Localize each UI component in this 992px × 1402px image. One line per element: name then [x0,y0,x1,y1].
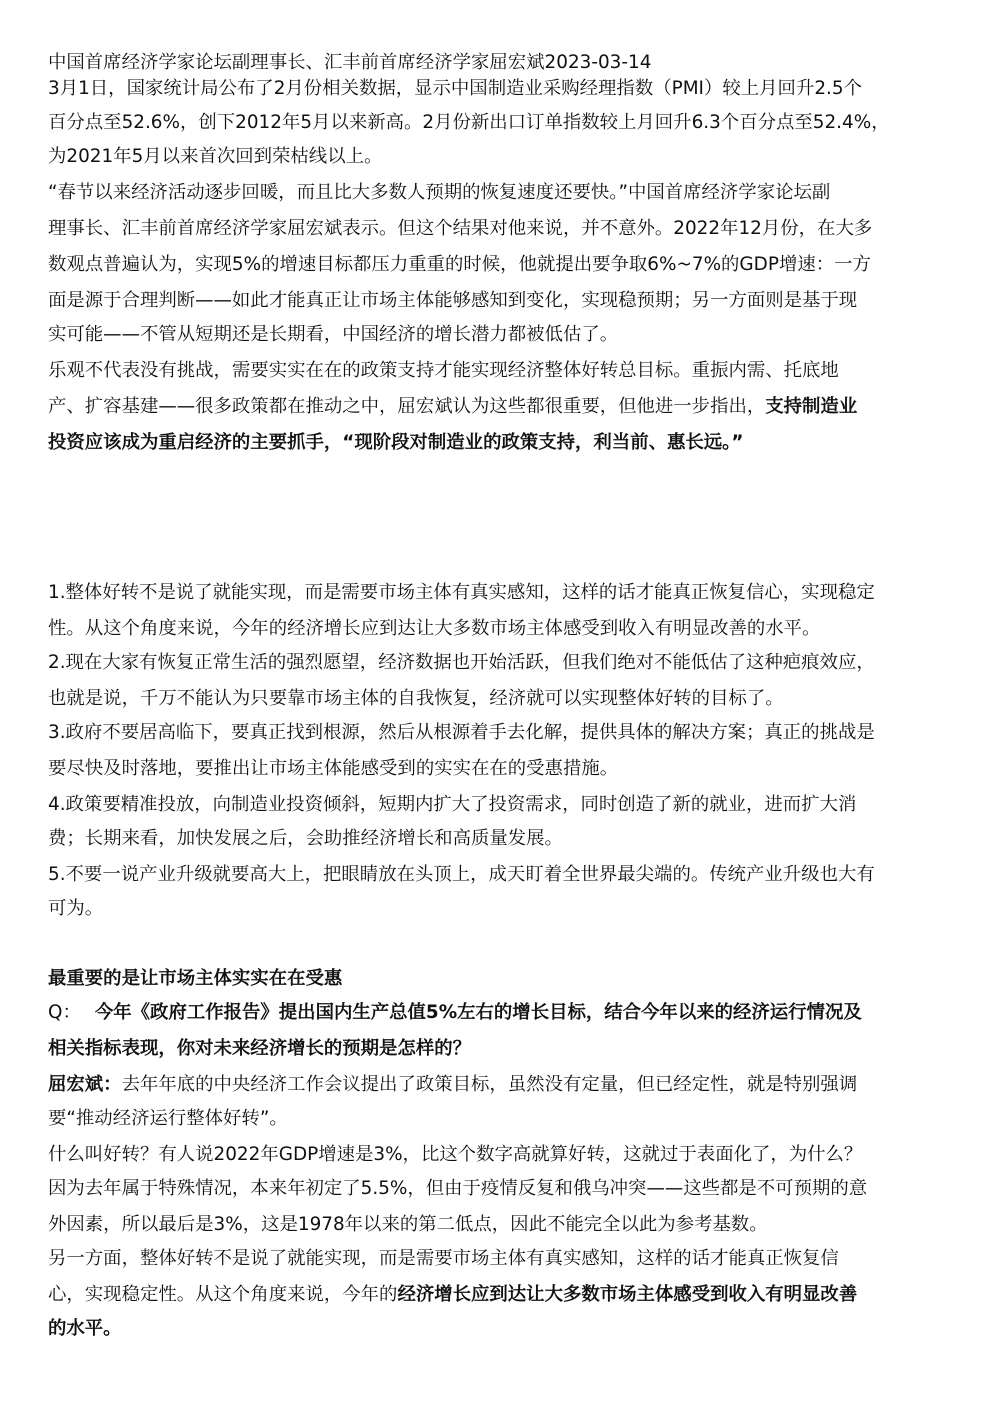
intro-emphasis-line: 投资应该成为重启经济的主要抓手，“现阶段对制造业的政策支持，利当前、惠长远。” [48,432,744,453]
intro-line: 面是源于合理判断——如此才能真正让市场主体能够感知到变化，实现稳预期；另一方面则是基于现 [48,290,858,311]
intro-line: 为2021年5月以来首次回到荣枯线以上。 [48,146,383,167]
point-line: 可为。 [48,898,104,919]
intro-line: 乐观不代表没有挑战，需要实实在在的政策支持才能实现经济整体好转总目标。重振内需、托底地 [48,360,839,381]
intro-line: “春节以来经济活动逐步回暖，而且比大多数人预期的恢复速度还要快。”中国首席经济学家论坛副 [48,182,831,203]
point-line: 3.政府不要居高临下，要真正找到根源，然后从根源着手去化解，提供具体的解决方案；真正的挑战是 [48,722,875,743]
answer-speaker: 屈宏斌： [48,1074,122,1095]
answer-line [48,1282,857,1308]
point-line: 5.不要一说产业升级就要高大上，把眼睛放在头顶上，成天盯着全世界最尖端的。传统产业升级也大有 [48,864,875,885]
answer-line: 什么叫好转？有人说2022年GDP增速是3%，比这个数字高就算好转，这就过于表面化了，为什么？ [48,1144,863,1165]
point-line: 2.现在大家有恢复正常生活的强烈愿望，经济数据也开始活跃，但我们绝对不能低估了这种疤痕效应， [48,652,875,673]
answer-line: 另一方面，整体好转不是说了就能实现，而是需要市场主体有真实感知，这样的话才能真正恢复信 [48,1248,839,1269]
answer-line [48,1072,857,1098]
intro-line: 3月1日，国家统计局公布了2月份相关数据，显示中国制造业采购经理指数（PMI）较上月回升2.5个 [48,78,862,99]
point-line: 1.整体好转不是说了就能实现，而是需要市场主体有真实感知，这样的话才能真正恢复信心，实现稳定 [48,582,875,603]
point-line: 费；长期来看，加快发展之后，会助推经济增长和高质量发展。 [48,828,563,849]
intro-emphasis: 支持制造业 [765,396,858,417]
intro-line [48,394,857,420]
question-line: 相关指标表现，你对未来经济增长的预期是怎样的？ [48,1038,471,1059]
answer-text: 去年年底的中央经济工作会议提出了政策目标，虽然没有定量，但已经定性，就是特别强调 [121,1074,858,1095]
document-header: 中国首席经济学家论坛副理事长、汇丰前首席经济学家屈宏斌2023-03-14 [48,52,652,73]
intro-line: 理事长、汇丰前首席经济学家屈宏斌表示。但这个结果对他来说，并不意外。2022年12月份，在大多 [48,218,873,239]
intro-line: 数观点普遍认为，实现5%的增速目标都压力重重的时候，他就提出要争取6%~7%的GDP增速：一方 [48,254,871,275]
answer-text: 心，实现稳定性。从这个角度来说，今年的 [48,1284,398,1305]
point-line: 性。从这个角度来说，今年的经济增长应到达让大多数市场主体感受到收入有明显改善的水平。 [48,618,821,639]
question-prefix: Q： [48,1002,81,1023]
section-title: 最重要的是让市场主体实实在在受惠 [48,968,343,989]
answer-emphasis: 经济增长应到达让大多数市场主体感受到收入有明显改善 [397,1284,858,1305]
point-line: 要尽快及时落地，要推出让市场主体能感受到的实实在在的受惠措施。 [48,758,619,779]
question-text: 今年《政府工作报告》提出国内生产总值5%左右的增长目标，结合今年以来的经济运行情况及 [94,1002,862,1023]
intro-text: 产、扩容基建——很多政策都在推动之中，屈宏斌认为这些都很重要，但他进一步指出， [48,396,766,417]
intro-line: 百分点至52.6%，创下2012年5月以来新高。2月份新出口订单指数较上月回升6.3个百分点至52.4%， [48,112,890,133]
point-line: 4.政策要精准投放，向制造业投资倾斜，短期内扩大了投资需求，同时创造了新的就业，进而扩大消 [48,794,857,815]
answer-emphasis-line: 的水平。 [48,1318,122,1339]
answer-line: 外因素，所以最后是3%，这是1978年以来的第二低点，因此不能完全以此为参考基数。 [48,1214,768,1235]
intro-line: 实可能——不管从短期还是长期看，中国经济的增长潜力都被低估了。 [48,324,619,345]
question-line [48,1000,862,1026]
answer-line: 因为去年属于特殊情况，本来年初定了5.5%，但由于疫情反复和俄乌冲突——这些都是不可预期的意 [48,1178,868,1199]
point-line: 也就是说，千万不能认为只要靠市场主体的自我恢复，经济就可以实现整体好转的目标了。 [48,688,784,709]
answer-line: 要“推动经济运行整体好转”。 [48,1108,288,1129]
